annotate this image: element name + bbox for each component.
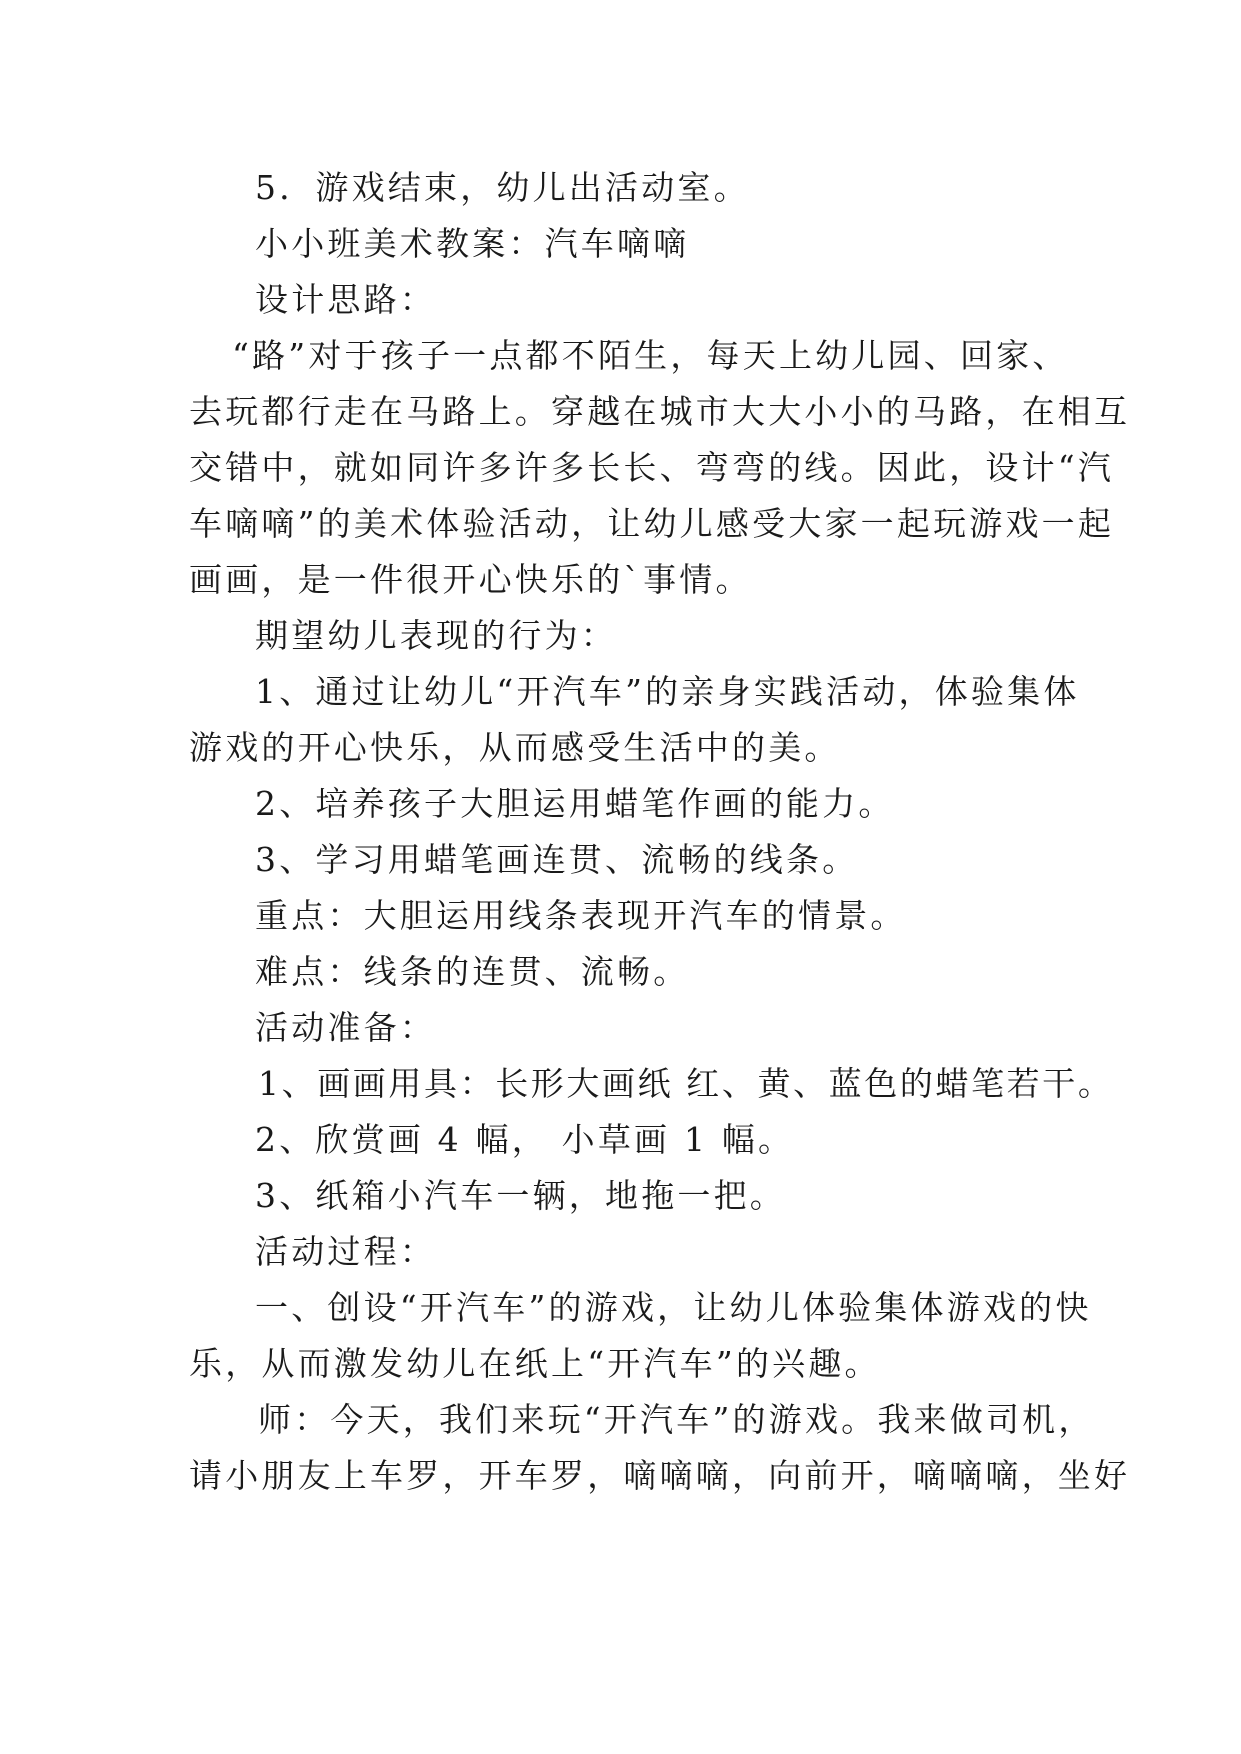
section-title: 小小班美术教案：汽车嘀嘀 — [255, 224, 690, 263]
text-line: 去玩都行走在马路上。穿越在城市大大小小的马路，在相互 — [189, 392, 1131, 431]
list-item: 3、纸箱小汽车一辆，地拖一把。 — [255, 1176, 786, 1215]
list-item: 1、通过让幼儿“开汽车”的亲身实践活动，体验集体 — [255, 672, 1080, 711]
text-line: 交错中，就如同许多许多长长、弯弯的线。因此，设计“汽 — [189, 448, 1115, 487]
text-line: 师：今天，我们来玩“开汽车”的游戏。我来做司机， — [258, 1400, 1095, 1439]
heading: 活动过程： — [255, 1232, 436, 1271]
text-line: 5．游戏结束，幼儿出活动室。 — [255, 168, 750, 207]
text-line: 车嘀嘀”的美术体验活动，让幼儿感受大家一起玩游戏一起 — [189, 504, 1115, 543]
text-line: 乐，从而激发幼儿在纸上“开汽车”的兴趣。 — [189, 1344, 881, 1383]
text-line: 请小朋友上车罗，开车罗，嘀嘀嘀，向前开，嘀嘀嘀，坐好 — [189, 1456, 1131, 1495]
heading: 活动准备： — [255, 1008, 436, 1047]
list-item: 3、学习用蜡笔画连贯、流畅的线条。 — [255, 840, 859, 879]
text-line: 一、创设“开汽车”的游戏，让幼儿体验集体游戏的快 — [255, 1288, 1092, 1327]
text-line: 游戏的开心快乐，从而感受生活中的美。 — [189, 728, 841, 767]
list-item: 2、培养孩子大胆运用蜡笔作画的能力。 — [255, 784, 895, 823]
text-line: “路”对于孩子一点都不陌生，每天上幼儿园、回家、 — [232, 336, 1069, 375]
list-item: 1、画画用具：长形大画纸 红、黄、蓝色的蜡笔若干。 — [258, 1064, 1114, 1103]
list-item: 2、欣赏画 4 幅， 小草画 1 幅。 — [255, 1120, 795, 1159]
heading: 期望幼儿表现的行为： — [255, 616, 617, 655]
heading: 设计思路： — [255, 280, 436, 319]
text-line: 难点：线条的连贯、流畅。 — [255, 952, 690, 991]
text-line: 画画，是一件很开心快乐的`事情。 — [189, 560, 752, 599]
text-line: 重点：大胆运用线条表现开汽车的情景。 — [255, 896, 907, 935]
